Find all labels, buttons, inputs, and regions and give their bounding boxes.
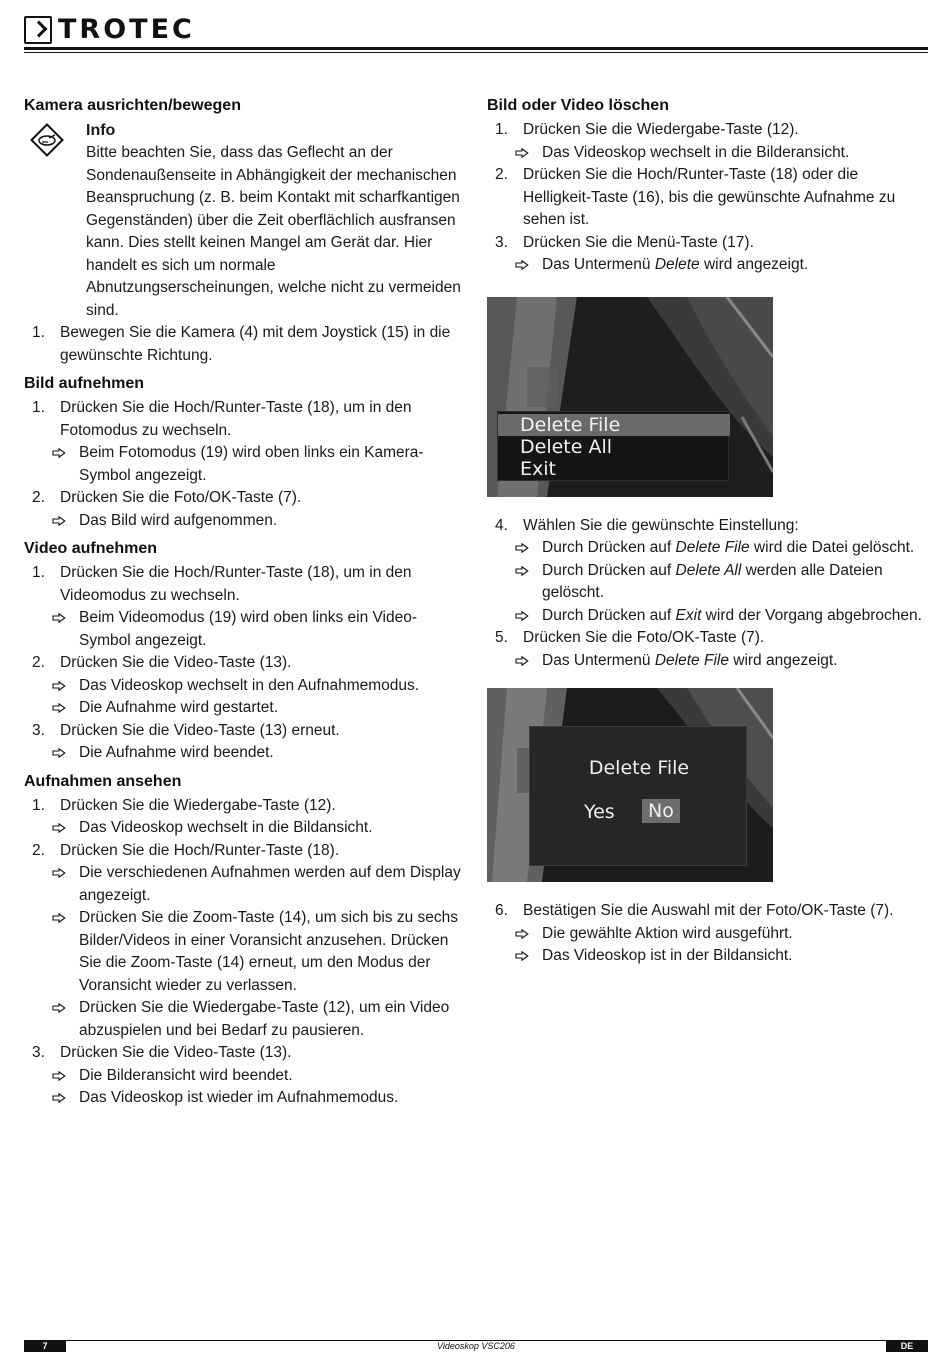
arrow-right-icon [52,817,72,839]
page-number: 7 [24,1341,66,1352]
step-text: Drücken Sie die Hoch/Runter-Taste (18) oder die Helligkeit-Taste (16), bis die gewünschte Aufnahme zu sehen ist. [523,166,896,228]
left-column [24,95,464,1110]
step-number: 1. [32,796,45,814]
arrow-right-icon [515,923,535,945]
page-header [24,16,928,52]
arrow-right-icon [52,1065,72,1087]
menu-term: Delete File [654,651,729,669]
arrow-right-icon [515,142,535,164]
document-title: Videoskop VSC206 [437,1341,515,1351]
result-text: Die verschiedenen Aufnahmen werden auf dem Display angezeigt. [79,864,461,904]
arrow-right-icon [52,510,72,532]
result-item [487,560,927,605]
result-item [487,254,927,277]
list-item [487,515,927,538]
arrow-right-icon [52,997,72,1019]
step-number: 2. [32,654,45,671]
result-item [24,510,464,533]
step-number: 5. [495,629,508,646]
language-badge: DE [886,1341,928,1352]
step-text: Drücken Sie die Foto/OK-Taste (7). [60,489,302,506]
menu-term: Exit [675,606,702,624]
result-item [487,945,927,968]
result-text-part: wird angezeigt. [728,651,838,669]
result-text-part: werden alle Dateien gelöscht. [542,561,883,601]
result-text-part: Durch Drücken auf [542,606,676,624]
result-text [542,562,883,602]
right-column [487,95,927,968]
page-footer [24,1340,928,1352]
menu-item-exit[interactable]: Exit [520,457,556,480]
result-item [487,650,927,673]
step-text: Drücken Sie die Hoch/Runter-Taste (18). [60,841,340,859]
result-text: Das Videoskop ist wieder im Aufnahmemodus. [79,1089,399,1106]
list-item [24,795,464,818]
step-number: 1. [32,324,45,341]
brand-logo [24,16,195,44]
result-text-part: Das Untermenü [542,256,655,273]
result-item [24,442,464,487]
arrow-right-icon [515,537,535,559]
list-item [24,720,464,743]
list-item [24,652,464,675]
result-item [487,142,927,165]
step-number: 1. [495,121,508,138]
list-item [24,840,464,863]
result-item [24,907,464,997]
menu-item-delete-file[interactable]: Delete File [498,414,730,436]
result-text: Beim Fotomodus (19) wird oben links ein Kamera-Symbol angezeigt. [79,444,424,484]
result-text: Die Aufnahme wird gestartet. [79,699,279,716]
result-text [542,652,838,669]
result-text: Beim Videomodus (19) wird oben links ein Video-Symbol angezeigt. [79,609,418,649]
section-title: Bild aufnehmen [24,375,145,392]
step-text: Drücken Sie die Hoch/Runter-Taste (18), um in den Fotomodus zu wechseln. [60,399,412,439]
step-text: Bestätigen Sie die Auswahl mit der Foto/OK-Taste (7). [523,902,894,919]
step-text: Drücken Sie die Menü-Taste (17). [523,233,754,251]
result-text: Das Bild wird aufgenommen. [79,511,278,529]
result-text-part: wird angezeigt. [699,256,809,273]
menu-term: Delete [654,256,700,273]
result-text: Das Videoskop wechselt in die Bilderansicht. [542,143,850,161]
step-number: 2. [495,166,508,183]
result-text: Die Bilderansicht wird beendet. [79,1066,293,1084]
header-rule [24,47,928,50]
arrow-right-icon [515,945,535,967]
result-text [542,607,922,624]
result-item [24,817,464,840]
arrow-right-icon [52,607,72,629]
result-item [487,537,927,560]
section-title: Kamera ausrichten/bewegen [24,97,241,114]
device-screen-confirm-dialog [487,688,773,882]
result-item [24,675,464,698]
step-number: 1. [32,564,45,581]
menu-item-delete-all[interactable]: Delete All [520,435,613,458]
result-text: Drücken Sie die Zoom-Taste (14), um sich bis zu sechs Bilder/Videos in einer Voransicht anzusehen. Drücken Sie die Zoom-Taste (14) erneut, um den Modus der Voransicht wieder zu verlassen. [79,909,459,994]
list-item [487,164,927,232]
logo-chevron-icon [24,16,52,44]
step-number: 4. [495,516,508,534]
result-text-part: Durch Drücken auf [542,539,676,556]
delete-menu [497,411,729,481]
pointing-hand-icon [30,123,64,157]
step-text: Drücken Sie die Foto/OK-Taste (7). [523,629,765,646]
list-item [24,562,464,607]
result-item [24,742,464,765]
arrow-right-icon [52,862,72,884]
result-text: Die gewählte Aktion wird ausgeführt. [542,924,793,942]
info-box [24,119,464,322]
step-number: 2. [32,489,45,506]
step-text: Drücken Sie die Hoch/Runter-Taste (18), um in den Videomodus zu wechseln. [60,564,412,604]
step-number: 3. [32,721,45,739]
step-text: Drücken Sie die Wiedergabe-Taste (12). [60,796,336,814]
menu-term: Delete File [675,539,750,556]
arrow-right-icon [52,1087,72,1109]
section-title: Bild oder Video löschen [487,97,669,114]
result-text-part: Durch Drücken auf [542,561,676,579]
result-text: Das Videoskop ist in der Bildansicht. [542,947,793,964]
result-item [487,605,927,628]
step-text: Wählen Sie die gewünschte Einstellung: [523,516,799,534]
step-number: 2. [32,841,45,859]
list-item [24,322,464,367]
arrow-right-icon [515,650,535,672]
header-rule-thin [24,52,928,53]
list-item [24,1042,464,1065]
result-item [487,923,927,946]
result-text [542,256,808,273]
result-text: Die Aufnahme wird beendet. [79,744,274,761]
brand-name: TROTEC [58,14,195,45]
dialog-title: Delete File [588,757,690,779]
result-item [24,697,464,720]
list-item [24,487,464,510]
delete-file-dialog [529,726,747,866]
result-text-part: Das Untermenü [542,651,655,669]
result-text-part: wird der Vorgang abgebrochen. [701,606,922,624]
yes-option[interactable]: Yes [584,801,615,823]
result-item [24,997,464,1042]
step-number: 3. [495,233,508,251]
device-screen-delete-menu [487,297,773,497]
arrow-right-icon [52,742,72,764]
step-number: 6. [495,902,508,919]
result-text: Das Videoskop wechselt in den Aufnahmemodus. [79,676,420,694]
step-number: 1. [32,399,45,416]
result-item [24,607,464,652]
step-number: 3. [32,1044,45,1061]
arrow-right-icon [52,675,72,697]
info-title: Info [86,122,116,139]
step-text: Drücken Sie die Video-Taste (13) erneut. [60,721,340,739]
result-item [24,1065,464,1088]
result-text [542,539,914,556]
arrow-right-icon [52,442,72,464]
arrow-right-icon [52,697,72,719]
section-title: Video aufnehmen [24,540,158,557]
list-item [487,900,927,923]
result-text-part: wird die Datei gelöscht. [749,539,915,556]
result-item [24,862,464,907]
list-item [24,397,464,442]
menu-term: Delete All [675,561,742,579]
arrow-right-icon [515,560,535,582]
result-text: Das Videoskop wechselt in die Bildansicht. [79,819,373,836]
arrow-right-icon [515,254,535,276]
list-item [487,627,927,650]
list-item [487,119,927,142]
no-option[interactable]: No [642,799,680,823]
arrow-right-icon [52,907,72,929]
section-title: Aufnahmen ansehen [24,772,182,790]
step-text: Bewegen Sie die Kamera (4) mit dem Joystick (15) in die gewünschte Richtung. [60,324,451,364]
result-text: Drücken Sie die Wiedergabe-Taste (12), um ein Video abzuspielen und bei Bedarf zu pausieren. [79,999,450,1039]
step-text: Drücken Sie die Video-Taste (13). [60,654,292,671]
step-text: Drücken Sie die Video-Taste (13). [60,1044,292,1061]
arrow-right-icon [515,605,535,627]
list-item [487,232,927,255]
info-text: Bitte beachten Sie, dass das Geflecht an der Sondenaußenseite in Abhängigkeit der mechanischen Beanspruchung (z. B. beim Kontakt mit scharfkantigen Gegenständen) über die Zeit oberflächlich ausfransen kann. Dies stellt keinen Mangel am Gerät dar. Hier handelt es sich um normale Abnutzungserscheinungen, welche nicht zu vermeiden sind. [86,144,461,319]
step-text: Drücken Sie die Wiedergabe-Taste (12). [523,121,799,138]
result-item [24,1087,464,1110]
